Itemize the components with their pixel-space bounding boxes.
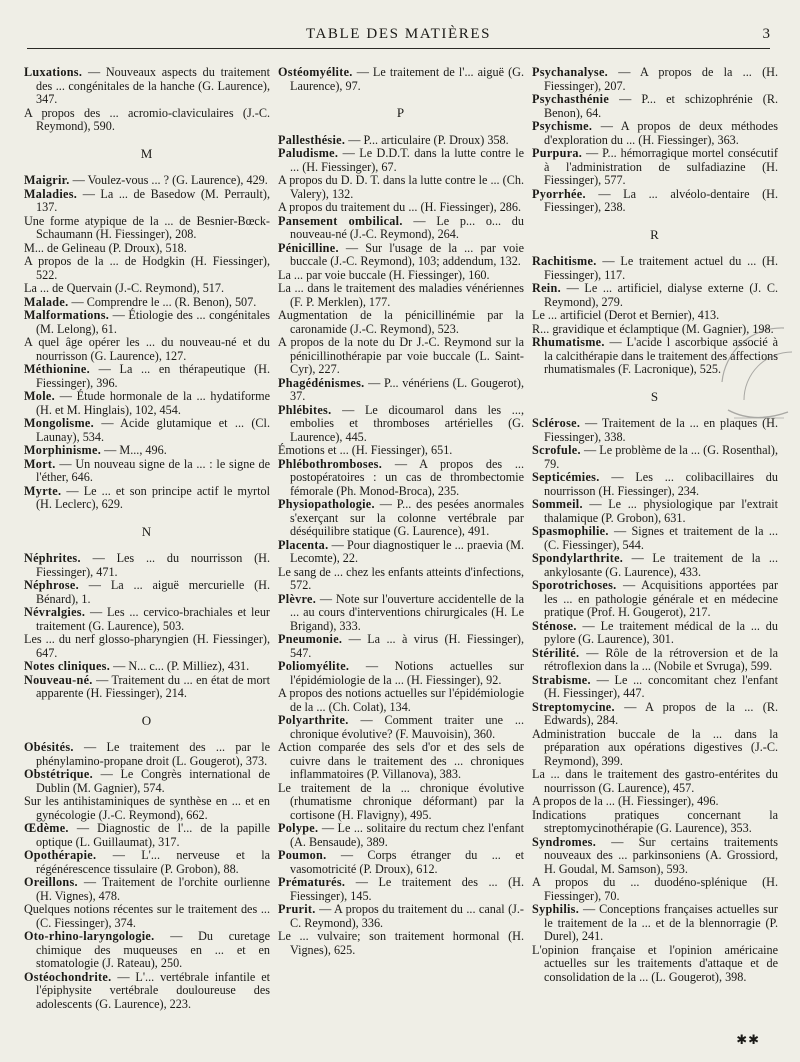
entry-text: — A propos de la ... (R. Edwards), 284. <box>544 699 778 727</box>
entry-headword: Syndromes. <box>532 834 597 849</box>
entry-text: — Étude hormonale de la ... hydatiforme (H. et M. Hinglais), 102, 454. <box>36 389 270 417</box>
entry-subentry: Administration buccale de la ... dans la préparation aux opérations digestives (J.-C. Reymond), 399. <box>532 726 778 768</box>
entry-text: — Le dicoumarol dans les ..., embolies et thromboses artérielles (G. Laurence), 445. <box>290 402 524 444</box>
entry-text: — Notions actuelles sur l'épidémiologie de la ... (H. Fiessinger), 92. <box>290 659 524 687</box>
index-entry <box>278 134 524 148</box>
entry-headword: Phagédénismes. <box>278 375 365 390</box>
index-entry <box>24 876 270 930</box>
entry-subentry: La ... dans le traitement des gastro-entérites du nourrisson (G. Laurence), 457. <box>532 767 778 795</box>
entry-headword: Sténose. <box>532 618 577 633</box>
entry-text: — Le p... o... du nouveau-né (J.-C. Reymond), 264. <box>290 213 524 241</box>
entry-text: — L'... vertébrale infantile et l'épiphysite vertébrale douloureuse des adolescents (G. Laurence), 223. <box>36 969 270 1011</box>
section-letter: R <box>650 226 660 242</box>
entry-text: — Voulez-vous ... ? (G. Laurence), 429. <box>69 173 268 187</box>
index-entry <box>24 174 270 188</box>
entry-headword: Spasmophilie. <box>532 524 609 538</box>
entry-text: — Note sur l'ouverture accidentelle de la ... au cours d'interventions chirurgicales (H. Le Brigand), 333. <box>290 591 524 633</box>
entry-subentry: A propos de la ... (H. Fiessinger), 496. <box>532 794 719 808</box>
index-entry <box>24 849 270 876</box>
index-entry <box>24 579 270 606</box>
entry-subentry: A propos du ... duodéno-splénique (H. Fiessinger), 70. <box>532 875 778 903</box>
entry-headword: Mort. <box>24 456 56 471</box>
index-entry <box>24 363 270 390</box>
entry-subentry: A propos de la note du Dr J.-C. Reymond sur la pénicillinothérapie par voie buccale (L. Saint-Cyr), 227. <box>278 335 524 376</box>
entry-headword: Pneumonie. <box>278 632 343 646</box>
entry-text: — M..., 496. <box>101 443 167 457</box>
entry-text: — Pour diagnostiquer le ... praevia (M. Lecomte), 22. <box>290 537 524 565</box>
index-entry <box>24 971 270 1012</box>
entry-text: — Traitement de l'orchite ourlienne (H. Vignes), 478. <box>36 875 270 903</box>
index-entry <box>278 404 524 458</box>
entry-text: — Un nouveau signe de la ... : le signe de l'éther, 646. <box>36 456 270 484</box>
entry-headword: Mole. <box>24 389 55 403</box>
section-letter: S <box>650 388 660 404</box>
entry-headword: Obstétrique. <box>24 767 93 781</box>
entry-text: — Acide glutamique et ... (Cl. Launay), 534. <box>36 416 270 444</box>
entry-headword: Sporotrichoses. <box>532 578 617 592</box>
entry-headword: Opothérapie. <box>24 848 97 862</box>
section-letter: M <box>140 145 154 161</box>
entry-subentry: A propos du traitement du ... (H. Fiessinger), 286. <box>278 200 522 214</box>
entry-headword: Strabisme. <box>532 672 591 687</box>
index-entry <box>532 444 778 471</box>
index-entry <box>278 242 524 377</box>
entry-headword: Néphrites. <box>24 551 81 565</box>
index-entry <box>24 674 270 701</box>
entry-text: — La ... de Basedow (M. Perrault), 137. <box>36 186 270 214</box>
index-entry <box>278 849 524 876</box>
index-entry <box>24 485 270 512</box>
entry-text: — La ... à virus (H. Fiessinger), 547. <box>290 632 524 660</box>
index-entry <box>24 309 270 363</box>
index-entry <box>278 822 524 849</box>
entry-subentry: La ... par voie buccale (H. Fiessinger), 160. <box>278 267 490 282</box>
entry-headword: Notes cliniques. <box>24 659 111 673</box>
entry-text: — Comment traiter une ... chronique évolutive? (F. Mauvoisin), 360. <box>290 713 524 741</box>
index-entry <box>278 498 524 539</box>
entry-headword: Nouveau-né. <box>24 672 93 687</box>
entry-text: — La ... en thérapeutique (H. Fiessinger), 396. <box>36 362 270 390</box>
entry-text: — Le traitement des ... (H. Fiessinger), 145. <box>290 875 524 903</box>
entry-headword: Poumon. <box>278 848 327 862</box>
index-entry <box>532 188 778 215</box>
entry-text: — Les ... colibacillaires du nourrisson (H. Fiessinger), 234. <box>544 470 778 498</box>
index-entry <box>532 120 778 147</box>
index-entry <box>278 633 524 660</box>
entry-headword: Sclérose. <box>532 416 581 430</box>
index-entry <box>24 66 270 134</box>
entry-text: — Le traitement de l'... aiguë (G. Laurence), 97. <box>290 66 524 93</box>
entry-headword: Maladies. <box>24 186 78 201</box>
header-rule <box>27 48 770 49</box>
entry-headword: Ostéochondrite. <box>24 969 112 984</box>
page-number: 3 <box>762 26 770 42</box>
entry-headword: Scrofule. <box>532 443 581 457</box>
entry-headword: Oreillons. <box>24 875 78 889</box>
index-entry <box>532 147 778 188</box>
entry-headword: Psychisme. <box>532 119 593 133</box>
entry-subentry: Indications pratiques concernant la streptomycinothérapie (G. Laurence), 353. <box>532 807 778 835</box>
index-entry <box>532 579 778 620</box>
entry-headword: Polype. <box>278 821 319 835</box>
index-entry <box>24 741 270 768</box>
entry-text: — L'acide l ascorbique associé à la calcithérapie dans le traitement des affections rhumatismales (F. Lacronique), 525. <box>544 335 778 376</box>
entry-headword: Pallesthésie. <box>278 132 346 147</box>
entry-text: — Acquisitions apportées par les ... en pathologie générale et en médecine pratique (Prof. H. Gougerot), 217. <box>544 578 778 619</box>
entry-headword: Ostéomyélite. <box>278 66 353 79</box>
entry-text: — Le problème de la ... (G. Rosenthal), 79. <box>544 443 778 471</box>
index-entry <box>532 552 778 579</box>
index-entry <box>532 647 778 674</box>
entry-text: — Les ... cervico-brachiales et leur traitement (G. Laurence), 503. <box>36 605 270 633</box>
entry-subentry: Le traitement de la ... chronique évolutive (rhumatisme chronique déformant) par la cortisone (H. Flavigny), 495. <box>278 780 524 822</box>
entry-headword: Physiopathologie. <box>278 497 375 511</box>
entry-text: — Signes et traitement de la ... (C. Fiessinger), 544. <box>544 524 778 552</box>
entry-headword: Névralgies. <box>24 605 86 619</box>
entry-text: — Traitement de la ... en plaques (H. Fiessinger), 338. <box>544 416 778 444</box>
entry-text: — A propos de deux méthodes d'exploration du ... (H. Fiessinger), 363. <box>544 119 778 147</box>
entry-headword: Pénicilline. <box>278 240 339 255</box>
section-letter: N <box>141 523 153 539</box>
entry-headword: Syphilis. <box>532 902 580 916</box>
entry-text: — Conceptions françaises actuelles sur le traitement de la ... et de la blennorragie (P. Durel), 241. <box>544 902 778 943</box>
entry-headword: Sommeil. <box>532 497 583 511</box>
entry-subentry: Une forme atypique de la ... de Besnier-Bœck-Schaumann (H. Fiessinger), 208. <box>24 213 270 241</box>
entry-headword: Psychanalyse. <box>532 66 609 79</box>
index-entry <box>24 188 270 296</box>
entry-subentry: Le sang de ... chez les enfants atteints d'infections, 572. <box>278 564 524 592</box>
entry-headword: Néphrose. <box>24 578 79 592</box>
index-entry <box>278 539 524 593</box>
index-entry <box>532 525 778 552</box>
entry-text: — N... c... (P. Milliez), 431. <box>110 659 250 673</box>
entry-text: — P... articulaire (P. Droux) 358. <box>345 132 509 147</box>
index-entry <box>278 593 524 634</box>
entry-headword: Myrte. <box>24 483 62 498</box>
entry-text: — Diagnostic de l'... de la papille optique (L. Guillaumat), 317. <box>36 821 270 849</box>
entry-subentry: A propos des notions actuelles sur l'épidémiologie de la ... (Ch. Colat), 134. <box>278 686 524 714</box>
entry-text: — Traitement du ... en état de mort apparente (H. Fiessinger), 214. <box>36 672 270 700</box>
entry-headword: Maigrir. <box>24 173 70 187</box>
entry-text: — Le ... physiologique par l'extrait thalamique (P. Grobon), 631. <box>544 497 778 525</box>
index-entry <box>24 417 270 444</box>
index-entry <box>278 215 524 242</box>
entry-subentry: M... de Gelineau (P. Droux), 518. <box>24 240 187 255</box>
index-entry <box>278 458 524 499</box>
index-entry <box>24 660 270 674</box>
entry-headword: Poliomyélite. <box>278 659 350 673</box>
entry-text: — Le traitement actuel du ... (H. Fiessinger), 117. <box>544 254 778 282</box>
index-entry <box>24 930 270 971</box>
section-letter: P <box>396 105 406 120</box>
entry-subentry: R... gravidique et éclamptique (M. Gagnier), 198. <box>532 321 774 336</box>
entry-headword: Phlébites. <box>278 402 332 417</box>
entry-headword: Malformations. <box>24 308 110 322</box>
entry-text: — Le traitement de la ... ankylosante (G. Laurence), 433. <box>544 551 778 579</box>
index-entry <box>24 444 270 458</box>
entry-subentry: La ... dans le traitement des maladies vénériennes (F. P. Merklen), 177. <box>278 281 524 309</box>
index-entry <box>24 822 270 849</box>
index-entry <box>532 903 778 984</box>
entry-headword: Rhumatisme. <box>532 335 605 349</box>
entry-text: — Le traitement médical de la ... du pylore (G. Laurence), 301. <box>544 618 778 646</box>
entry-text: — Les ... du nourrisson (H. Fiessinger), 471. <box>36 551 270 579</box>
entry-headword: Purpura. <box>532 146 583 160</box>
index-entry <box>24 768 270 822</box>
entry-subentry: Quelques notions récentes sur le traitement des ... (C. Fiessinger), 374. <box>24 902 270 930</box>
entry-text: — A propos de la ... (H. Fiessinger), 207. <box>544 66 778 93</box>
index-entry <box>532 620 778 647</box>
entry-text: — Le Congrès international de Dublin (M. Gagnier), 574. <box>36 767 270 795</box>
index-entry <box>278 377 524 404</box>
index-entry <box>24 296 270 310</box>
entry-subentry: L'opinion française et l'opinion américaine actuelles sur les traitements d'attaque et de consolidation de la ... (L. Gougerot), 398. <box>532 942 778 984</box>
entry-headword: Plèvre. <box>278 591 317 606</box>
entry-text: — P... hémorragique mortel consécutif à l'administration de sulfadiazine (H. Fiessinger), 577. <box>544 146 778 187</box>
entry-headword: Spondylarthrite. <box>532 551 624 565</box>
entry-subentry: A propos du D. D. T. dans la lutte contre le ... (Ch. Valery), 132. <box>278 173 524 201</box>
entry-headword: Malade. <box>24 294 69 309</box>
entry-headword: Œdème. <box>24 821 69 835</box>
entry-text: — Le ... et son principe actif le myrtol (H. Leclerc), 629. <box>36 483 270 511</box>
entry-subentry: A propos des ... acromio-claviculaires (J.-C. Reymond), 590. <box>24 105 270 133</box>
entry-subentry: A quel âge opérer les ... du nouveau-né et du nourrisson (G. Laurence), 127. <box>24 335 270 363</box>
entry-text: — Le ... solitaire du rectum chez l'enfant (A. Bensaude), 389. <box>290 821 524 849</box>
entry-headword: Streptomycine. <box>532 699 615 714</box>
entry-subentry: Le ... vulvaire; son traitement hormonal (H. Vignes), 625. <box>278 929 524 957</box>
entry-headword: Prématurés. <box>278 875 346 889</box>
entry-subentry: Action comparée des sels d'or et des sels de cuivre dans le traitement des ... chroniques inflammatoires (P. Villanova), 383. <box>278 740 524 781</box>
entry-subentry: Émotions et ... (H. Fiessinger), 651. <box>278 443 453 457</box>
index-entry <box>278 147 524 215</box>
entry-text: — Nouveaux aspects du traitement des ... congénitales de la hanche (G. Laurence), 347. <box>36 66 270 106</box>
entry-subentry: Augmentation de la pénicillinémie par la caronamide (J.-C. Reymond), 523. <box>278 308 524 336</box>
entry-subentry: Les ... du nerf glosso-pharyngien (H. Fiessinger), 647. <box>24 632 270 660</box>
index-entry <box>24 458 270 485</box>
index-entry <box>532 836 778 904</box>
entry-headword: Rein. <box>532 281 561 295</box>
index-entry <box>278 876 524 903</box>
entry-headword: Paludisme. <box>278 146 339 160</box>
entry-text: — P... vénériens (L. Gougerot), 37. <box>290 375 524 403</box>
entry-subentry: La ... de Quervain (J.-C. Reymond), 517. <box>24 281 225 295</box>
entry-text: — Comprendre le ... (R. Benon), 507. <box>68 294 257 309</box>
index-column-1 <box>24 66 270 1026</box>
entry-text: — P... des pesées anormales s'exerçant sur la colonne vertébrale par déséquilibre statique (G. Laurence), 491. <box>290 497 524 538</box>
entry-headword: Oto-rhino-laryngologie. <box>24 929 155 943</box>
index-column-2 <box>278 66 524 1026</box>
entry-text: — La ... alvéolo-dentaire (H. Fiessinger), 238. <box>544 186 778 214</box>
entry-text: — Sur l'usage de la ... par voie buccale (J.-C. Reymond), 103; addendum, 132. <box>290 240 524 268</box>
entry-headword: Luxations. <box>24 66 83 79</box>
entry-headword: Mongolisme. <box>24 416 94 430</box>
entry-text: — La ... aiguë mercurielle (H. Bénard), 1. <box>36 578 270 606</box>
entry-text: — Corps étranger du ... et vasomotricité (P. Droux), 612. <box>290 848 524 876</box>
page-header <box>27 26 770 50</box>
entry-headword: Septicémies. <box>532 470 600 484</box>
index-entry <box>24 552 270 579</box>
page-title: TABLE DES MATIÈRES <box>305 26 492 42</box>
index-entry <box>532 498 778 525</box>
entry-headword: Méthionine. <box>24 362 90 376</box>
index-entry <box>532 701 778 836</box>
index-column-3 <box>532 66 778 1026</box>
entry-headword: Morphinisme. <box>24 443 102 457</box>
entry-text: — Le ... artificiel, dialyse externe (J. C. Reymond), 279. <box>544 281 778 309</box>
entry-headword: Placenta. <box>278 537 329 552</box>
index-entry <box>532 674 778 701</box>
ornament: ✱✱ <box>736 1032 760 1047</box>
entry-text: — P... et schizophrénie (R. Benon), 64. <box>544 92 778 120</box>
entry-subentry: A propos de la ... de Hodgkin (H. Fiessinger), 522. <box>24 254 270 282</box>
index-entry <box>278 714 524 822</box>
entry-text: — L'... nerveuse et la régénérescence tissulaire (P. Grobon), 88. <box>36 848 270 876</box>
entry-headword: Pansement ombilical. <box>278 213 403 228</box>
library-stamp <box>714 322 796 432</box>
entry-text: — Le D.D.T. dans la lutte contre le ... (H. Fiessinger), 67. <box>290 146 524 174</box>
entry-text: — Le traitement des ... par le phénylamino-propane droit (L. Gougerot), 373. <box>36 740 270 768</box>
index-entry <box>24 606 270 660</box>
index-entry <box>278 903 524 957</box>
index-entry <box>532 93 778 120</box>
index-entry <box>278 66 524 93</box>
entry-subentry: Le ... artificiel (Derot et Bernier), 413. <box>532 308 720 322</box>
entry-text: — Le ... concomitant chez l'enfant (H. Fiessinger), 447. <box>544 672 778 700</box>
index-entry <box>24 390 270 417</box>
entry-text: — Sur certains traitements nouveaux des ... parkinsoniens (A. Grossiord, H. Goudal, M. Samson), 593. <box>544 834 778 876</box>
entry-headword: Polyarthrite. <box>278 713 349 727</box>
entry-headword: Obésités. <box>24 740 74 754</box>
entry-text: — Rôle de la rétroversion et de la rétroflexion dans la ... (Nobile et Svruga), 599. <box>544 645 778 673</box>
entry-text: — Du curetage chimique des muqueuses en ... et en stomatologie (J. Rateau), 250. <box>36 929 270 970</box>
entry-text: — Étiologie des ... congénitales (M. Lelong), 61. <box>36 308 270 336</box>
index-entry <box>532 471 778 498</box>
index-entry <box>532 66 778 93</box>
entry-text: — A propos des ... postopératoires : un cas de thrombectomie fémorale (Ph. Monod-Broca), 235. <box>290 456 524 498</box>
index-entry <box>278 660 524 714</box>
entry-text: — A propos du traitement du ... canal (J.-C. Reymond), 336. <box>290 902 524 930</box>
entry-headword: Phlébothromboses. <box>278 456 383 471</box>
entry-headword: Rachitisme. <box>532 254 597 268</box>
entry-headword: Psychasthénie <box>532 92 610 106</box>
entry-headword: Prurit. <box>278 902 316 916</box>
entry-subentry: Sur les antihistaminiques de synthèse en ... et en gynécologie (J.-C. Reymond), 662. <box>24 794 270 822</box>
index-columns <box>24 66 778 1026</box>
index-entry <box>532 255 778 282</box>
entry-headword: Stérilité. <box>532 645 580 660</box>
entry-headword: Pyorrhée. <box>532 186 586 201</box>
section-letter: O <box>141 712 153 728</box>
